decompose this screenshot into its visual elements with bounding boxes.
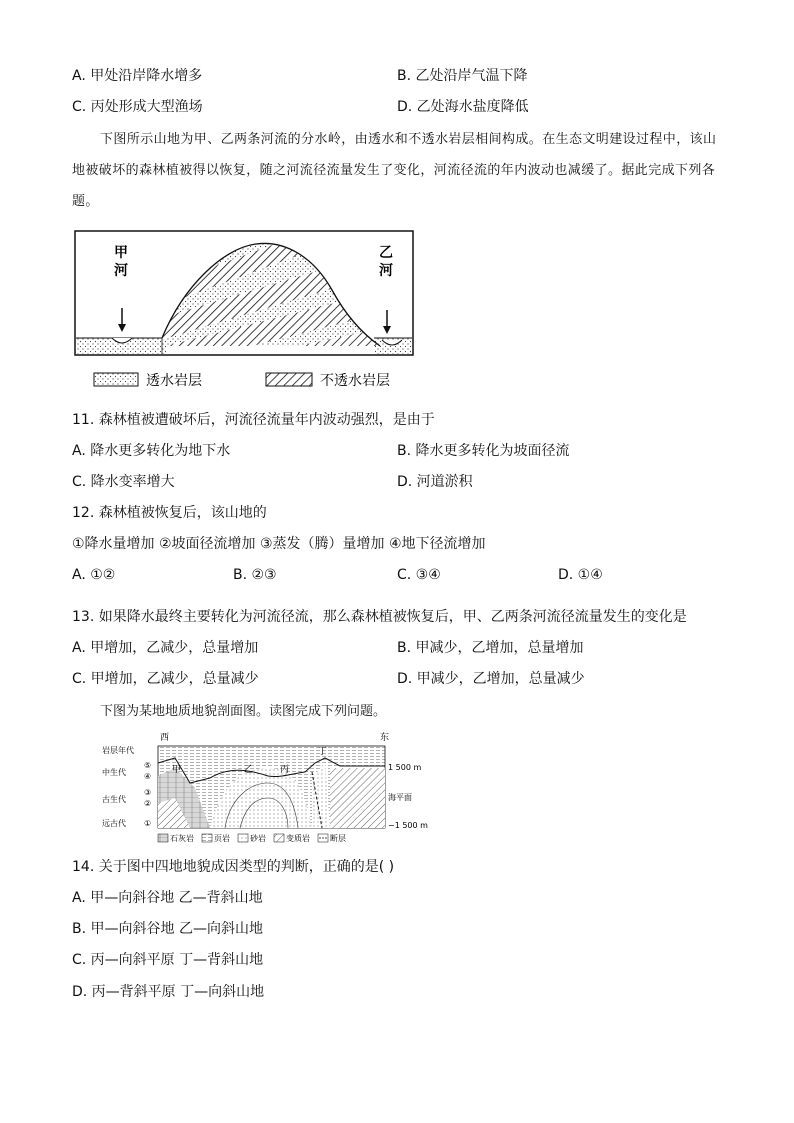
fig2-bing: 丙 <box>280 765 290 775</box>
q14-option-d: D. 丙—背斜平原 丁—向斜山地 <box>72 984 265 1000</box>
fig2-strata-age: 岩层年代 <box>102 746 134 755</box>
fig2-bottom-elev: −1 500 m <box>388 821 428 830</box>
q13-option-c: C. 甲增加，乙减少，总量减少 <box>72 671 259 687</box>
fig2-yi: 乙 <box>244 765 254 775</box>
q11-option-d: D. 河道淤积 <box>397 474 473 490</box>
figure-1-mountain-section <box>74 230 419 395</box>
q14-stem: 14. 关于图中四地地貌成因类型的判断，正确的是( ) <box>72 859 395 875</box>
fig2-paleozoic: 古生代 <box>102 795 126 804</box>
q13-option-d: D. 甲减少，乙增加，总量减少 <box>397 671 585 687</box>
q10-option-a: A. 甲处沿岸降水增多 <box>72 68 203 84</box>
q12-items: ①降水量增加 ②坡面径流增加 ③蒸发（腾）量增加 ④地下径流增加 <box>72 536 486 552</box>
q11-option-b: B. 降水更多转化为坡面径流 <box>397 443 570 459</box>
fig2-n1: ① <box>144 819 152 828</box>
passage-1 <box>72 124 722 217</box>
fig2-top-elev: 1 500 m <box>388 763 422 772</box>
river-jia-label-2: 河 <box>114 263 128 279</box>
q13-stem: 13. 如果降水最终主要转化为河流径流，那么森林植被恢复后，甲、乙两条河流径流量发生的变化是 <box>72 609 687 625</box>
q14-option-a: A. 甲—向斜谷地 乙—背斜山地 <box>72 890 263 906</box>
fig2-west: 西 <box>160 733 170 743</box>
passage-2: 下图为某地地质地貌剖面图。读图完成下列问题。 <box>100 704 387 719</box>
figure-2-geologic-section <box>100 728 440 848</box>
fig2-mesozoic: 中生代 <box>102 768 126 777</box>
q10-option-d: D. 乙处海水盐度降低 <box>397 99 529 115</box>
q11-stem: 11. 森林植被遭破坏后，河流径流量年内波动强烈，是由于 <box>72 412 435 428</box>
q11-option-a: A. 降水更多转化为地下水 <box>72 443 231 459</box>
fig2-east: 东 <box>380 733 390 743</box>
fig2-sea-level: 海平面 <box>388 793 412 802</box>
fig2-n3: ③ <box>144 788 152 797</box>
river-jia-label-1: 甲 <box>114 245 128 261</box>
q13-option-a: A. 甲增加，乙减少，总量增加 <box>72 640 259 656</box>
fig2-n4: ④ <box>144 772 152 781</box>
q14-option-b: B. 甲—向斜谷地 乙—向斜山地 <box>72 921 263 937</box>
q14-option-c: C. 丙—向斜平原 丁—背斜山地 <box>72 952 264 968</box>
fig2-archean: 远古代 <box>102 819 126 828</box>
legend-permeable-label: 透水岩层 <box>146 373 202 389</box>
fig2-ding: 丁 <box>318 747 328 757</box>
passage-1-text: 下图所示山地为甲、乙两条河流的分水岭，由透水和不透水岩层相间构成。在生态文明建设过程中，该山地被破坏的森林植被得以恢复，随之河流径流量发生了变化，河流径流的年内波动也减缓了。据此完成下列各题。 <box>72 132 717 209</box>
q12-option-d: D. ①④ <box>558 567 603 583</box>
q12-option-a: A. ①② <box>72 567 116 583</box>
fig2-legend-sandstone: 砂岩 <box>250 834 266 843</box>
fig2-legend-limestone: 石灰岩 <box>170 834 194 843</box>
legend-impermeable-label: 不透水岩层 <box>320 373 390 389</box>
fig2-n5: ⑤ <box>144 761 152 770</box>
q10-option-c: C. 丙处形成大型渔场 <box>72 99 203 115</box>
q12-option-c: C. ③④ <box>397 567 441 583</box>
fig2-jia: 甲 <box>172 765 182 775</box>
river-yi-label-2: 河 <box>379 263 393 279</box>
q12-option-b: B. ②③ <box>233 567 277 583</box>
q13-option-b: B. 甲减少，乙增加，总量增加 <box>397 640 584 656</box>
fig2-legend-shale: 页岩 <box>214 834 230 843</box>
q12-stem: 12. 森林植被恢复后，该山地的 <box>72 505 267 521</box>
q11-option-c: C. 降水变率增大 <box>72 474 175 490</box>
fig2-legend-metamorphic: 变质岩 <box>286 834 310 843</box>
legend-permeable-swatch <box>94 373 138 386</box>
river-yi-label-1: 乙 <box>379 245 393 261</box>
legend-impermeable-swatch <box>266 373 312 386</box>
fig2-n2: ② <box>144 799 152 808</box>
q10-option-b: B. 乙处沿岸气温下降 <box>397 68 528 84</box>
fig2-legend-fault: 断层 <box>330 834 346 843</box>
